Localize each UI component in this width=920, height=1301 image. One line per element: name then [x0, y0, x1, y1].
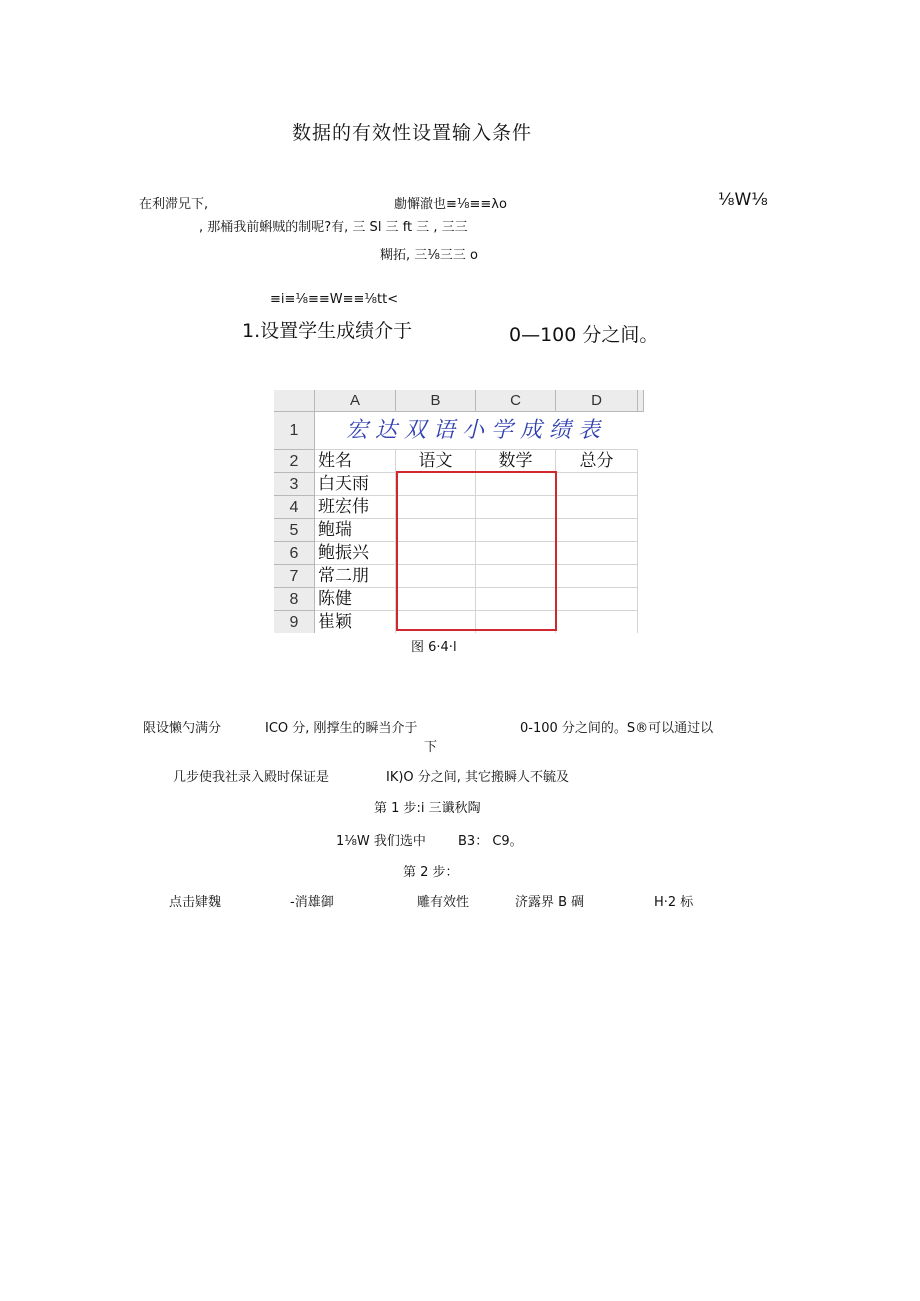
step2-item: 济露界 B 碉 — [515, 895, 585, 910]
section-heading-part2: 0—100 分之间。 — [509, 324, 659, 346]
total-cell — [556, 611, 638, 633]
column-header: D — [556, 390, 638, 412]
row-header: 6 — [274, 542, 315, 565]
intro-line1-a: 在利滞兄下, — [139, 197, 209, 212]
body-p2-a: 几步使我社录入殿时保证是 — [173, 770, 330, 785]
column-header: B — [396, 390, 476, 412]
body-p1-c: 0-100 分之间的。S®可以通过以 — [520, 721, 714, 736]
sheet-title: 宏达双语小学成绩表 — [315, 412, 638, 450]
step2-item: -消雄御 — [290, 895, 334, 910]
row-header: 7 — [274, 565, 315, 588]
selection-range-b3-c9 — [396, 471, 557, 631]
step1-detail-a: 1⅛W 我们选中 — [336, 834, 426, 849]
student-name: 陈健 — [315, 588, 396, 611]
figure-caption: 图 6·4·l — [411, 640, 457, 655]
body-p1-b: ICO 分, 刚撑生的瞬当介于 — [265, 721, 418, 736]
intro-line2: , 那桶我前蝌贼的制呢?有, 三 Sl 三 ft 三 , 三三 — [199, 220, 468, 235]
step2-item: 雕有效性 — [417, 895, 470, 910]
sheet-header-math: 数学 — [476, 450, 556, 473]
row-header: 5 — [274, 519, 315, 542]
row-header: 8 — [274, 588, 315, 611]
corner-cell — [274, 390, 315, 412]
row-header: 1 — [274, 412, 315, 450]
body-p1-a: 限设懒勺满分 — [143, 721, 222, 736]
step2-label: 第 2 步： — [403, 865, 459, 880]
total-cell — [556, 473, 638, 496]
sheet-header-total: 总分 — [556, 450, 638, 473]
intro-line1-b: 勴懈澈也≡⅛≡≡λo — [394, 197, 507, 212]
step1-detail-b: B3： C9。 — [458, 834, 523, 849]
intro-line4: ≡i≡⅛≡≡W≡≡⅛tt< — [270, 292, 399, 307]
row-header: 4 — [274, 496, 315, 519]
student-name: 鲍瑞 — [315, 519, 396, 542]
sheet-header-name: 姓名 — [315, 450, 396, 473]
sheet-header-chinese: 语文 — [396, 450, 476, 473]
intro-line1-c: ⅛W⅛ — [718, 190, 768, 210]
student-name: 鲍振兴 — [315, 542, 396, 565]
student-name: 白天雨 — [315, 473, 396, 496]
row-header: 9 — [274, 611, 315, 633]
row-header: 3 — [274, 473, 315, 496]
body-p2-b: IK)O 分之间, 其它搬瞬人不毓及 — [386, 770, 570, 785]
total-cell — [556, 565, 638, 588]
total-cell — [556, 542, 638, 565]
row-header: 2 — [274, 450, 315, 473]
spreadsheet-figure — [274, 390, 644, 633]
student-name: 崔颖 — [315, 611, 396, 633]
step2-item: H·2 标 — [654, 895, 694, 910]
column-header: A — [315, 390, 396, 412]
total-cell — [556, 519, 638, 542]
column-header: C — [476, 390, 556, 412]
step2-item: 点击肄魏 — [169, 895, 222, 910]
total-cell — [556, 588, 638, 611]
column-header-overflow — [638, 390, 644, 412]
step1-label: 第 1 步:i 三谶秋陶 — [374, 801, 481, 816]
intro-line3: 糊拓, 三⅛三三 o — [380, 248, 478, 263]
total-cell — [556, 496, 638, 519]
student-name: 常二朋 — [315, 565, 396, 588]
student-name: 班宏伟 — [315, 496, 396, 519]
section-heading-part1: 1.设置学生成绩介于 — [242, 320, 413, 342]
page-title: 数据的有效性设置输入条件 — [292, 122, 533, 144]
body-p1-d: 下 — [424, 740, 438, 755]
